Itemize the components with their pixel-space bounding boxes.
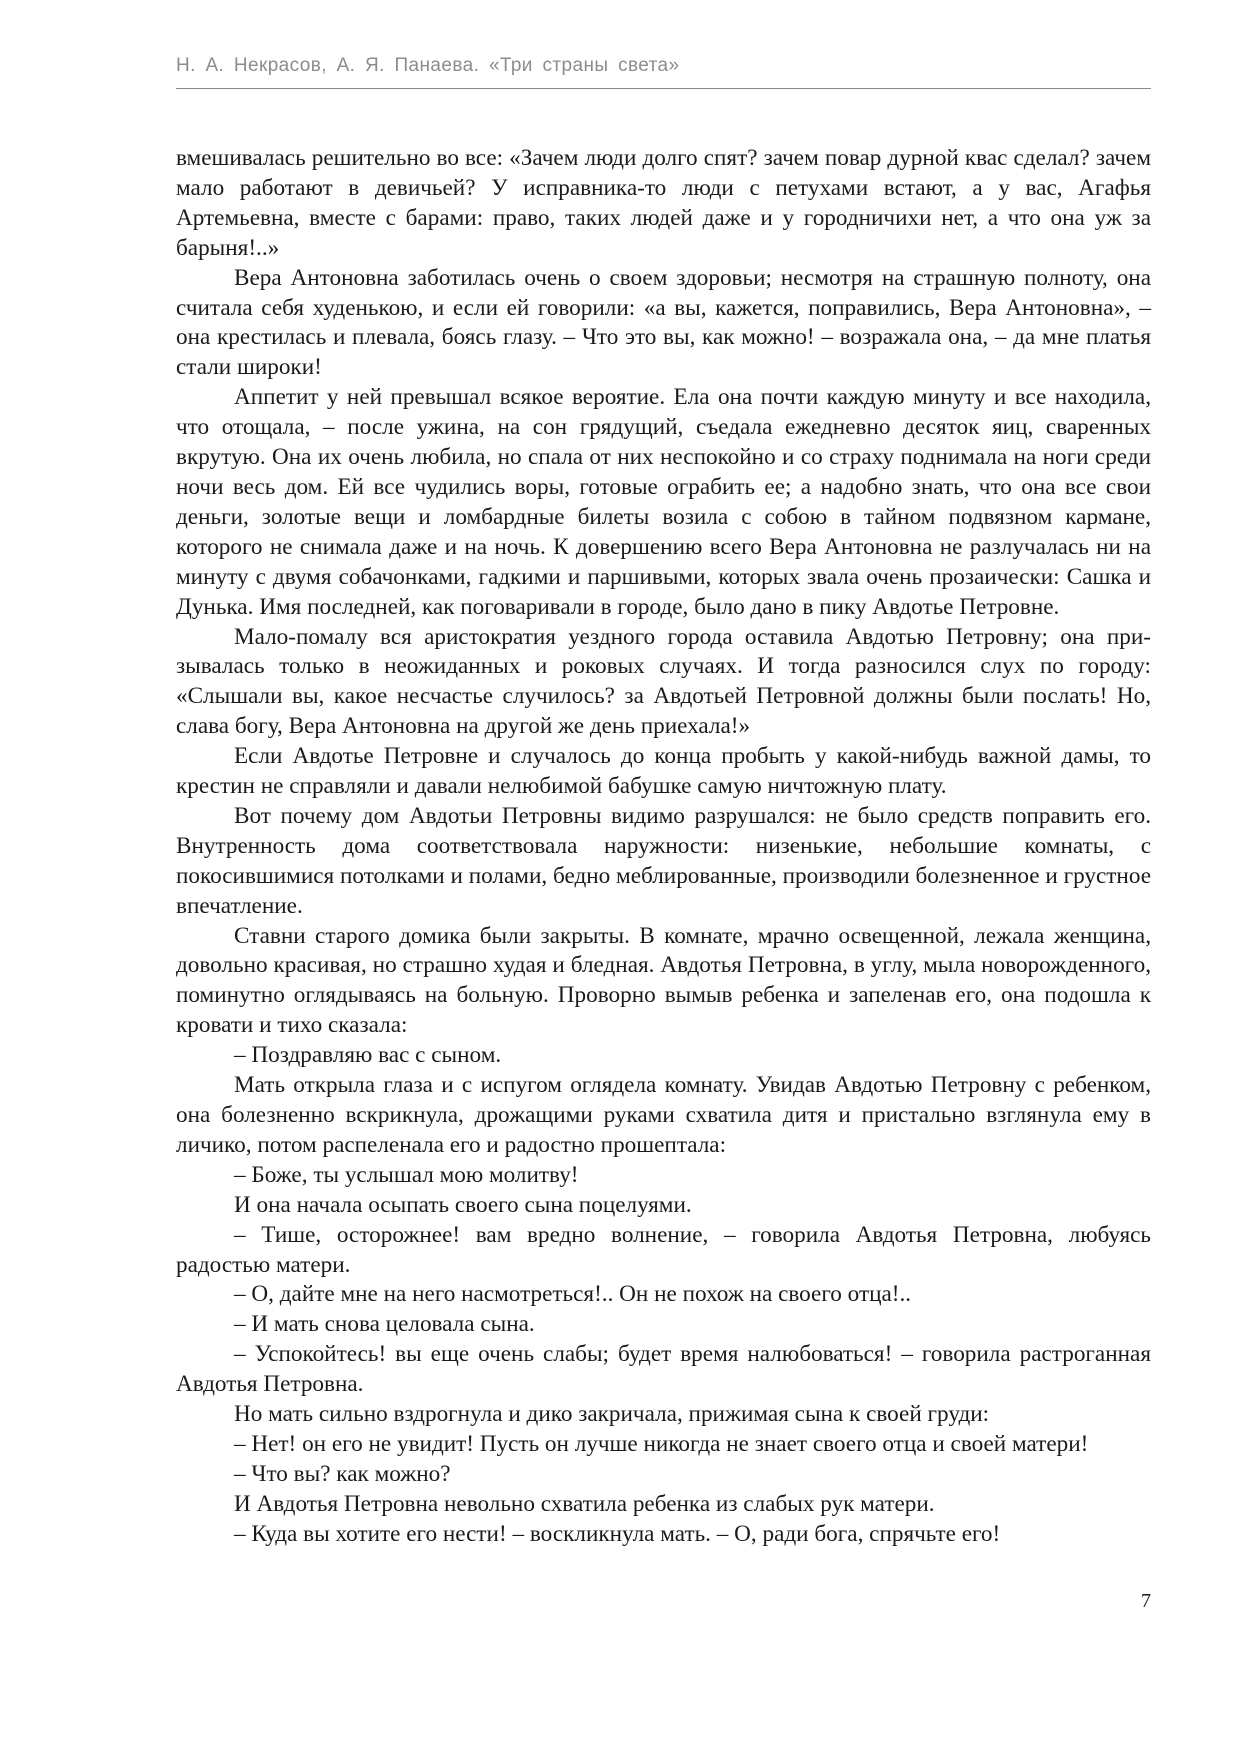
paragraph: Аппетит у ней превышал всякое вероятие. Ела она почти каждую минуту и все находила, что отощала, – после ужина, на сон грядущий, съедала ежедневно десяток яиц, сваренных вкрутую. Она их очень любила, но спала от них неспокойно и со страху поднимала на ноги среди ночи весь дом. Ей все чудились воры, готовые ограбить ее; а надобно знать, что она все свои деньги, золотые вещи и ломбардные билеты возила с собою в тайном подвязном кармане, которого не снимала даже и на ночь. К довершению всего Вера Антоновна не разлучалась ни на минуту с двумя собачонками, гадкими и паршивыми, которых звала очень прозаически: Сашка и Дунька. Имя последней, как поговаривали в городе, было дано в пику Авдотье Петровне. [176, 384, 1151, 620]
paragraph: И Авдотья Петровна невольно схватила ребенка из слабых рук матери. [234, 1490, 935, 1517]
dialogue-line: – Успокойтесь! вы еще очень слабы; будет время налюбоваться! – говорила растроганная Авдотья Петровна. [176, 1341, 1151, 1398]
paragraph: Но мать сильно вздрогнула и дико закричала, прижимая сына к своей груди: [234, 1401, 990, 1428]
paragraph: Вера Антоновна заботилась очень о своем здоровьи; несмотря на страшную полноту, она считала себя худенькою, и если ей говорили: «а вы, кажется, поправились, Вера Антоновна», – она крестилась и плевала, боясь глазу. – Что это вы, как можно! – возражала она, – да мне платья стали широки! [176, 264, 1151, 381]
dialogue-line: – И мать снова целовала сына. [234, 1311, 535, 1338]
dialogue-line: – Что вы? как можно? [234, 1460, 451, 1487]
dialogue-line: – Нет! он его не увидит! Пусть он лучше никогда не знает своего отца и своей матери! [234, 1430, 1089, 1457]
paragraph: И она начала осыпать своего сына поцелуями. [234, 1191, 692, 1218]
dialogue-line: – О, дайте мне на него насмотреться!.. Он не похож на своего отца!.. [234, 1281, 912, 1308]
paragraph: Вот почему дом Авдотьи Петровны видимо разрушался: не было средств поправить его. Внутренность дома соответствовала наружности: низенькие, небольшие комнаты, с покосившимися потолками и полами, бедно меблированные, производили болезненное и грустное впечатление. [176, 802, 1151, 919]
dialogue-line: – Тише, осторожнее! вам вредно волнение, – говорила Авдотья Петровна, любуясь радостью матери. [176, 1221, 1151, 1278]
paragraph: Если Авдотье Петровне и случалось до конца пробыть у какой-нибудь важной дамы, то крестин не справляли и давали нелюбимой бабушке самую ничтожную плату. [176, 743, 1151, 800]
paragraph: Мало-помалу вся аристократия уездного города оставила Авдотью Петровну; она призывалась только в неожиданных и роковых случаях. И тогда разносился слух по городу: «Слышали вы, какое несчастье случилось? за Авдотьей Петровной должны были послать! Но, слава богу, Вера Антоновна на другой же день приехала!» [176, 623, 1151, 740]
dialogue-line: – Боже, ты услышал мою молитву! [234, 1161, 579, 1188]
paragraph: вмешивалась решительно во все: «Зачем люди долго спят? зачем повар дурной квас сделал? зачем мало работают в девичьей? У исправника-то люди с петухами встают, а у вас, Агафья Артемьевна, вместе с барами: право, таких людей даже и у городничихи нет, а что она уж за барыня!..» [176, 145, 1151, 261]
paragraph: Мать открыла глаза и с испугом оглядела комнату. Увидав Авдотью Петровну с ребенком, она болезненно вскрикнула, дрожащими руками схватила дитя и пристально взглянула ему в личико, потом распеленала его и радостно прошептала: [176, 1072, 1151, 1158]
body-text [176, 144, 1151, 1550]
running-head: Н. А. Некрасов, А. Я. Панаева. «Три страны света» [176, 55, 680, 76]
page-number: 7 [1141, 1590, 1151, 1612]
header-rule [176, 88, 1151, 89]
paragraph: Ставни старого домика были закрыты. В комнате, мрачно освещенной, лежала женщина, довольно красивая, но страшно худая и бледная. Авдотья Петровна, в углу, мыла новорожденного, поминутно оглядываясь на больную. Проворно вымыв ребенка и запеленав его, она подошла к кровати и тихо сказала: [176, 922, 1151, 1039]
dialogue-line: – Поздравляю вас с сыном. [234, 1042, 502, 1069]
dialogue-line: – Куда вы хотите его нести! – воскликнула мать. – О, ради бога, спрячьте его! [234, 1520, 1001, 1547]
